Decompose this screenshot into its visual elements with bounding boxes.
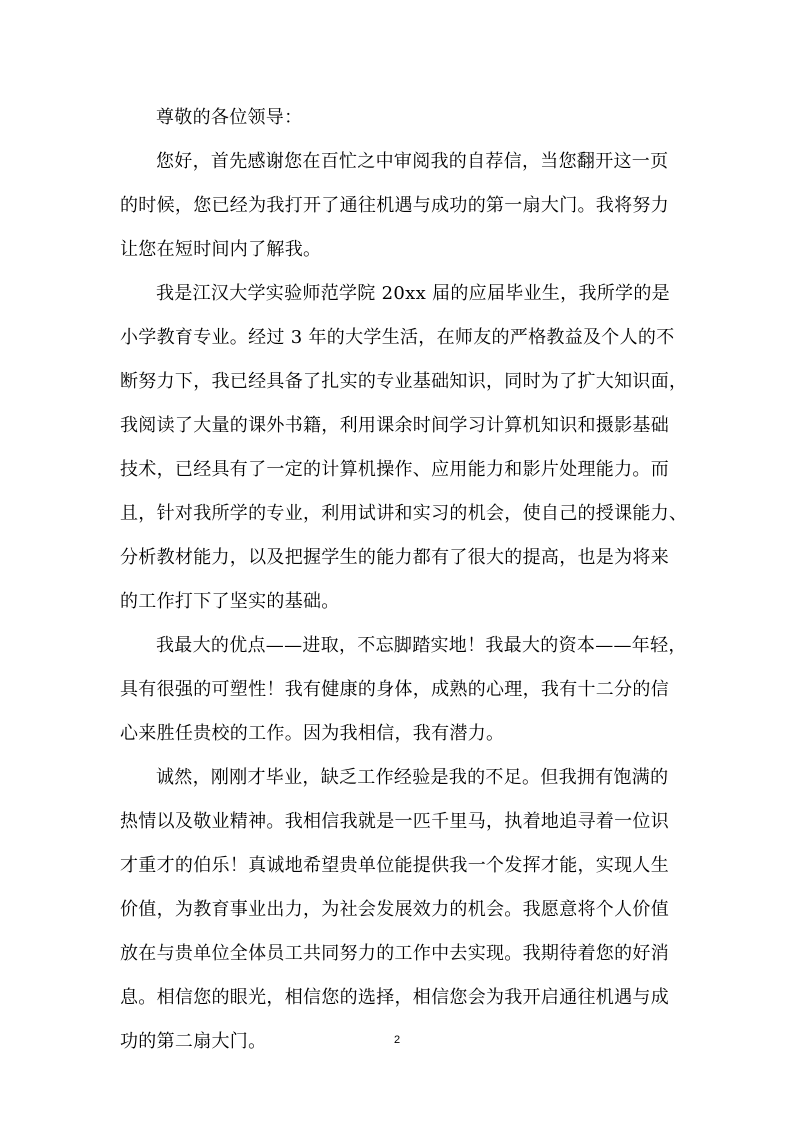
paragraph-line: 技术，已经具有了一定的计算机操作、应用能力和影片处理能力。而 <box>120 459 669 480</box>
paragraph-line: 我阅读了大量的课外书籍，利用课余时间学习计算机知识和摄影基础 <box>120 415 669 436</box>
paragraph-line: 我最大的优点——进取，不忘脚踏实地！我最大的资本——年轻， <box>156 635 687 656</box>
paragraph-line: 息。相信您的眼光，相信您的选择，相信您会为我开启通往机遇与成 <box>120 987 669 1008</box>
paragraph-line: 断努力下，我已经具备了扎实的专业基础知识，同时为了扩大知识面， <box>120 371 688 392</box>
paragraph-line: 热情以及敬业精神。我相信我就是一匹千里马，执着地追寻着一位识 <box>120 811 669 832</box>
salutation: 尊敬的各位领导： <box>156 107 303 128</box>
paragraph-line: 小学教育专业。经过 3 年的大学生活，在师友的严格教益及个人的不 <box>120 327 675 348</box>
paragraph-line: 的时候，您已经为我打开了通往机遇与成功的第一扇大门。我将努力 <box>120 195 669 216</box>
paragraph-line: 价值，为教育事业出力，为社会发展效力的机会。我愿意将个人价值 <box>120 899 669 920</box>
page-number: 2 <box>393 1034 401 1046</box>
paragraph-line: 我是江汉大学实验师范学院 20xx 届的应届毕业生，我所学的是 <box>156 283 670 304</box>
paragraph-line: 心来胜任贵校的工作。因为我相信，我有潜力。 <box>120 723 505 744</box>
paragraph-line: 放在与贵单位全体员工共同努力的工作中去实现。我期待着您的好消 <box>120 943 669 964</box>
paragraph-line: 分析教材能力，以及把握学生的能力都有了很大的提高，也是为将来 <box>120 547 669 568</box>
paragraph-line: 诚然，刚刚才毕业，缺乏工作经验是我的不足。但我拥有饱满的 <box>156 767 669 788</box>
paragraph-line: 且，针对我所学的专业，利用试讲和实习的机会，使自己的授课能力、 <box>120 503 688 524</box>
paragraph-line: 您好，首先感谢您在百忙之中审阅我的自荐信，当您翻开这一页 <box>156 151 669 172</box>
paragraph-line: 才重才的伯乐！真诚地希望贵单位能提供我一个发挥才能，实现人生 <box>120 855 669 876</box>
paragraph-line: 让您在短时间内了解我。 <box>120 239 322 260</box>
paragraph-line: 具有很强的可塑性！我有健康的身体，成熟的心理，我有十二分的信 <box>120 679 669 700</box>
paragraph-line: 的工作打下了坚实的基础。 <box>120 591 340 612</box>
paragraph-line: 功的第二扇大门。 <box>120 1031 267 1052</box>
